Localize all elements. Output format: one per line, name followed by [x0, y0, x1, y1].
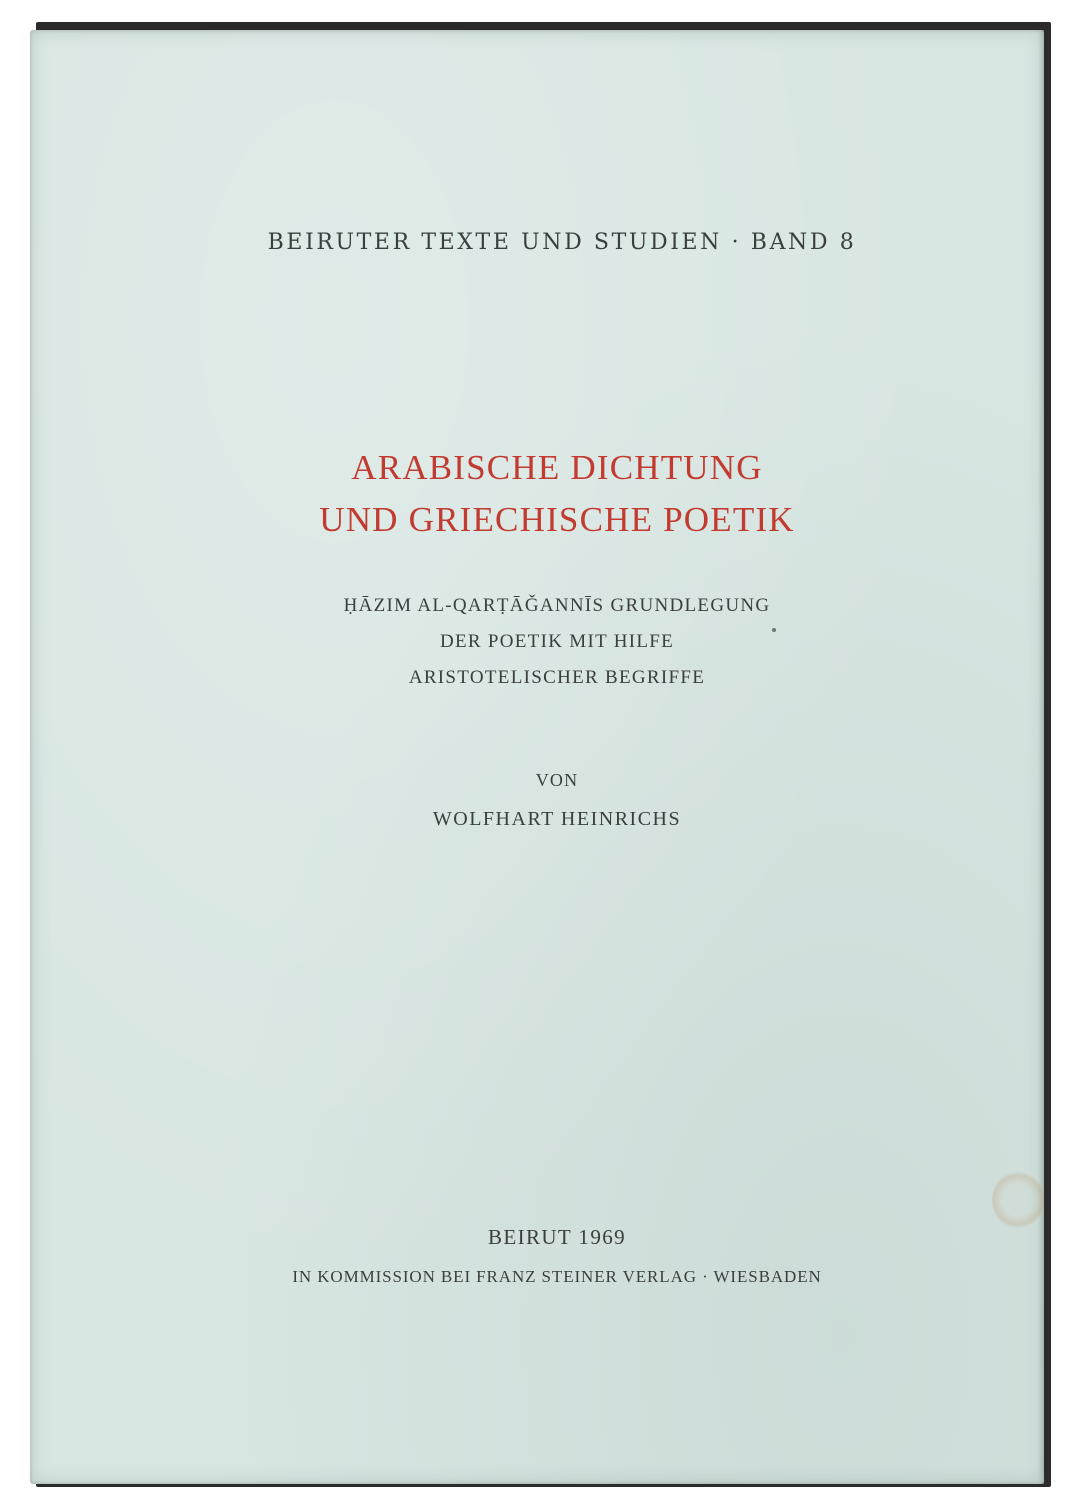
- book-cover: [30, 30, 1044, 1484]
- main-title-line-1: ARABISCHE DICHTUNG: [351, 448, 763, 487]
- subtitle-line-2: DER POETIK MIT HILFE: [439, 631, 675, 652]
- series-title: BEIRUTER TEXTE UND STUDIEN · BAND 8: [267, 230, 857, 255]
- cover-stain: [992, 1170, 1044, 1230]
- author-name: WOLFHART HEINRICHS: [432, 808, 682, 830]
- main-title-line-2: UND GRIECHISCHE POETIK: [319, 500, 795, 539]
- by-label: VON: [535, 770, 579, 790]
- publisher-line: IN KOMMISSION BEI FRANZ STEINER VERLAG · WIESBADEN: [292, 1267, 822, 1286]
- subtitle-line-1: ḤĀZIM AL-QARṬĀǦANNĪS GRUNDLEGUNG: [343, 595, 771, 616]
- place-and-year: BEIRUT 1969: [487, 1225, 627, 1249]
- subtitle-line-3: ARISTOTELISCHER BEGRIFFE: [408, 667, 706, 688]
